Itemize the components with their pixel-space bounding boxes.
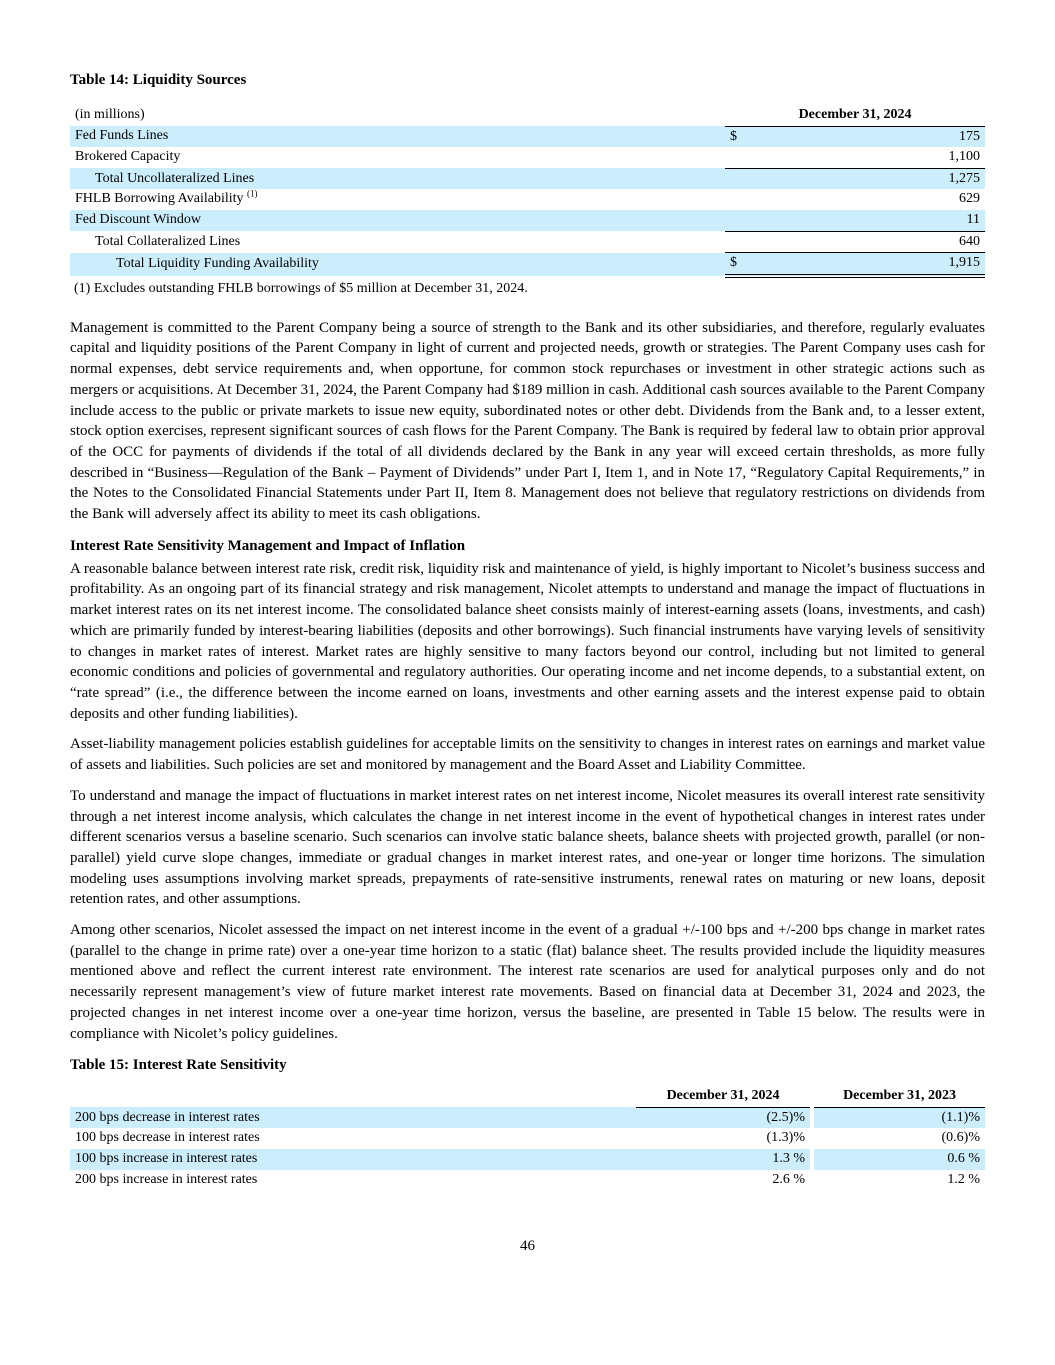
table-row: [70, 1170, 985, 1191]
paragraph-scenarios: Among other scenarios, Nicolet assessed the impact on net interest income in the event of a gradual +/-100 bps and +/-200 bps change in market rates (parallel to the change in prime rate) over a one-year time horizon to a static (flat) balance sheet. The results provided include the liquidity measures mentioned above and reflect the current interest rate environment. The interest rate scenarios are used for analytical purposes only and do not necessarily represent management’s view of future market interest rate movements. Based on financial data at December 31, 2024 and 2023, the projected changes in net interest income over a one-year time horizon, versus the baseline, are presented in Table 15 below. The results were in compliance with Nicolet’s policy guidelines.: [70, 922, 985, 1042]
page-number: 46: [520, 1238, 535, 1255]
row-value: 11: [755, 210, 985, 231]
table14-footnote: (1) Excludes outstanding FHLB borrowings of $5 million at December 31, 2024.: [74, 280, 528, 296]
row-value: 640: [755, 231, 985, 253]
column-header: December 31, 2024: [725, 105, 985, 126]
row-label: Total Liquidity Funding Availability: [70, 253, 725, 276]
value-2023: 1.2 %: [947, 1171, 980, 1187]
blank-header: [70, 1086, 636, 1107]
currency-cell: [725, 168, 755, 189]
row-value: 629: [959, 191, 980, 207]
table-row: [70, 1107, 985, 1128]
paragraph-nii-analysis: To understand and manage the impact of fluctuations in market interest rates on net interest income, Nicolet measures its overall interest rate sensitivity through a net interest income analysis, which calculates the change in net interest income in the event of hypothetical changes in interest rates under different scenarios versus a baseline scenario. Such scenarios can involve static balance sheets, balance sheets with projected growth, parallel (or non-parallel) yield curve slope changes, immediate or gradual changes in market interest rates, and one-year or longer time horizons. The simulation modeling uses assumptions involving market spreads, prepayments of rate-sensitive instruments, renewal rates on maturing or new loans, deposit retention rates, and other assumptions.: [70, 787, 985, 908]
interest-rate-sensitivity-table: [70, 1086, 985, 1190]
table-row: [70, 147, 985, 168]
liquidity-sources-table: [70, 105, 985, 278]
currency-cell: [725, 147, 755, 168]
row-label: 200 bps decrease in interest rates: [70, 1107, 636, 1128]
table-row: [70, 189, 985, 210]
document-page: [70, 0, 985, 1190]
row-label: Fed Discount Window: [70, 210, 725, 231]
value-2024: (1.3)%: [766, 1130, 805, 1146]
currency: $: [725, 126, 755, 147]
column-header: December 31, 2023: [814, 1086, 985, 1107]
row-label: [70, 189, 725, 210]
value-2023: (0.6)%: [941, 1130, 980, 1146]
table-row: [70, 210, 985, 231]
currency-cell: [725, 210, 755, 231]
table-row: [70, 231, 985, 253]
value-2024: 1.3 %: [636, 1149, 810, 1170]
currency-cell: [725, 231, 755, 253]
row-label: Fed Funds Lines: [70, 126, 725, 147]
currency-cell: [725, 189, 755, 210]
row-label: Brokered Capacity: [75, 149, 181, 165]
row-label: Total Uncollateralized Lines: [70, 168, 725, 189]
footnote-ref: (1): [247, 188, 258, 199]
unit-label: (in millions): [75, 107, 145, 123]
paragraph-alm-policies: Asset-liability management policies establish guidelines for acceptable limits on the sensitivity to changes in interest rates on earnings and market value of assets and liabilities. Such policies are set and monitored by management and the Board Asset and Liability Committee.: [70, 736, 985, 774]
table-header-row: [70, 105, 985, 126]
table-row: [70, 1128, 985, 1149]
section-heading: Interest Rate Sensitivity Management and Impact of Inflation: [70, 537, 466, 554]
row-label: 200 bps increase in interest rates: [75, 1171, 258, 1187]
row-value: 1,275: [755, 168, 985, 189]
table-header-row: [70, 1086, 985, 1107]
value-2024: (2.5)%: [636, 1107, 810, 1128]
table-row: [70, 126, 985, 147]
row-value: 175: [755, 126, 985, 147]
table-row: [70, 1149, 985, 1170]
column-header: December 31, 2024: [636, 1086, 810, 1107]
row-value: 1,915: [755, 253, 985, 276]
row-label: 100 bps decrease in interest rates: [75, 1130, 260, 1146]
row-label-text: FHLB Borrowing Availability: [75, 191, 244, 207]
row-label: 100 bps increase in interest rates: [70, 1149, 636, 1170]
table-row: [70, 253, 985, 276]
table14-title: Table 14: Liquidity Sources: [70, 72, 247, 88]
row-label: Total Collateralized Lines: [95, 233, 241, 249]
currency: $: [725, 253, 755, 276]
value-2024: 2.6 %: [772, 1171, 805, 1187]
value-2023: 0.6 %: [814, 1149, 985, 1170]
paragraph-interest-rate-risk: A reasonable balance between interest rate risk, credit risk, liquidity risk and maintenance of yield, is highly important to Nicolet’s business success and profitability. As an ongoing part of its financial strategy and risk management, Nicolet attempts to understand and manage the impact of fluctuations in market interest rates on its net interest income. The consolidated balance sheet consists mainly of interest-earning assets (loans, investments, and cash) which are primarily funded by interest-bearing liabilities (deposits and other borrowings). Such financial instruments have varying levels of sensitivity to changes in market rates of interest. Market rates are highly sensitive to many factors beyond our control, including but not limited to general economic conditions and policies of governmental and regulatory authorities. Our operating income and net income depends, to a substantial extent, on “rate spread” (i.e., the difference between the income earned on loans, investments and other earning assets and the interest expense paid to obtain deposits and other funding liabilities).: [70, 560, 985, 722]
table15-title: Table 15: Interest Rate Sensitivity: [70, 1057, 287, 1074]
paragraph-parent-company: Management is committed to the Parent Company being a source of strength to the Bank and its other subsidiaries, and therefore, regularly evaluates capital and liquidity positions of the Parent Company in light of current and projected needs, growth or strategies. The Parent Company uses cash for normal expenses, debt service requirements and, when opportune, for common stock repurchases or investment in other strategic actions such as mergers or acquisitions. At December 31, 2024, the Parent Company had $189 million in cash. Additional cash sources available to the Parent Company include access to the public or private markets to issue new equity, subordinated notes or other debt. Dividends from the Bank and, to a lesser extent, stock option exercises, represent significant sources of cash flows for the Parent Company. The Bank is required by federal law to obtain prior approval of the OCC for payments of dividends if the total of all dividends declared by the Bank in any year will exceed certain thresholds, as more fully described in “Business—Regulation of the Bank – Payment of Dividends” under Part I, Item 1, and in Note 17, “Regulatory Capital Requirements,” in the Notes to the Consolidated Financial Statements under Part II, Item 8. Management does not believe that regulatory restrictions on dividends from the Bank will adversely affect its ability to meet its cash obligations.: [70, 319, 985, 523]
row-value: 1,100: [755, 147, 985, 168]
table-row: [70, 168, 985, 189]
value-2023: (1.1)%: [814, 1107, 985, 1128]
